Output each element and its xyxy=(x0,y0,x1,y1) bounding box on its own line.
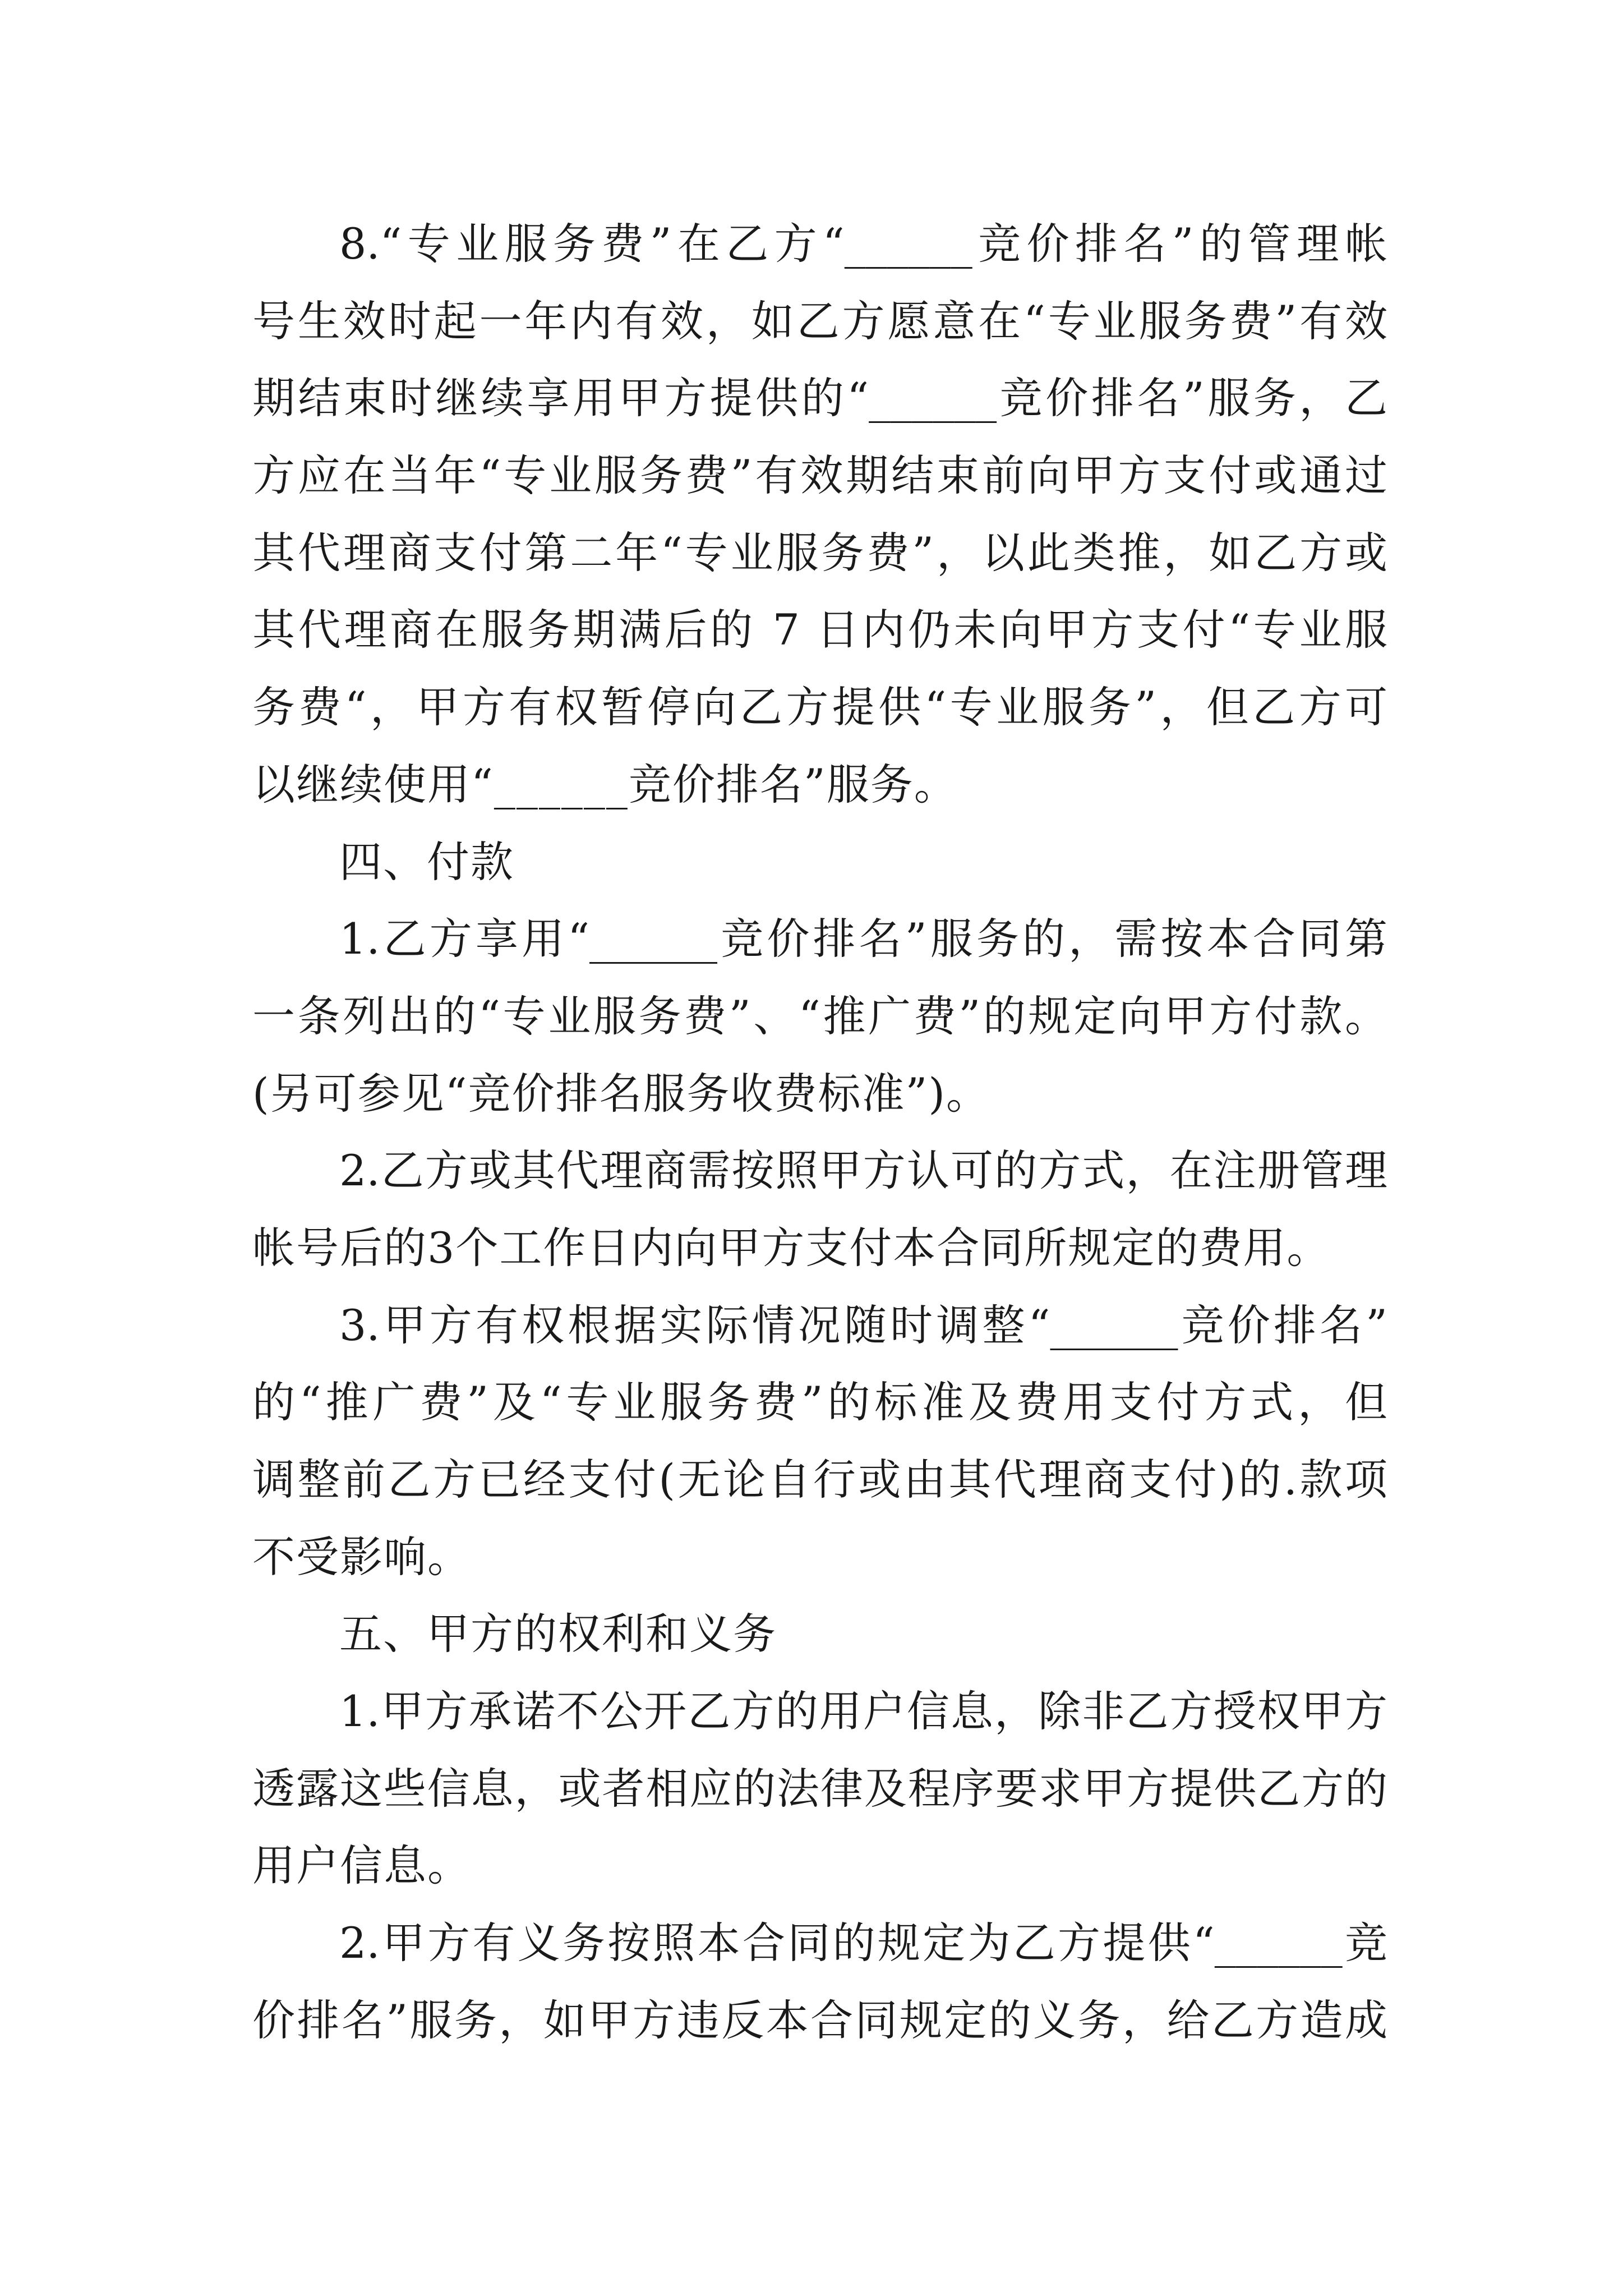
payment-item-2-line: 帐号后的3个工作日内向甲方支付本合同所规定的费用。 xyxy=(252,1222,1331,1273)
section-4 xyxy=(252,823,1387,1596)
party-a-rights-item-2-line: 2.甲方有义务按照本合同的规定为乙方提供“______竞 xyxy=(339,1918,1387,1968)
clause-8-line: 其代理商支付第二年“专业服务费”，以此类推，如乙方或 xyxy=(252,527,1387,578)
payment-item-3-line: 3.甲方有权根据实际情况随时调整“______竞价排名” xyxy=(339,1300,1387,1350)
payment-item-3-line: 调整前乙方已经支付(无论自行或由其代理商支付)的.款项 xyxy=(252,1455,1387,1504)
clause-8-paragraph xyxy=(252,205,1387,823)
payment-item-2-line: 2.乙方或其代理商需按照甲方认可的方式，在注册管理 xyxy=(339,1145,1387,1196)
party-a-rights-item-1-line: 1.甲方承诺不公开乙方的用户信息，除非乙方授权甲方 xyxy=(339,1686,1387,1737)
clause-8-line: 其代理商在服务期满后的 7 日内仍未向甲方支付“专业服 xyxy=(252,605,1387,655)
document-page xyxy=(252,205,1387,2059)
payment-item-3-line: 不受影响。 xyxy=(252,1531,471,1582)
party-a-rights-item-2-line: 价排名”服务，如甲方违反本合同规定的义务，给乙方造成 xyxy=(252,1995,1387,2045)
payment-item-1-line: (另可参见“竞价排名服务收费标准”)。 xyxy=(252,1068,990,1119)
clause-8-line: 8.“专业服务费”在乙方“______竞价排名”的管理帐 xyxy=(339,219,1387,269)
section-4-heading: 四、付款 xyxy=(339,836,514,887)
payment-item-1-line: 1.乙方享用“______竞价排名”服务的，需按本合同第 xyxy=(339,914,1387,964)
payment-item-1-line: 一条列出的“专业服务费”、“推广费”的规定向甲方付款。 xyxy=(252,991,1387,1041)
section-5 xyxy=(252,1595,1387,2059)
payment-item-2 xyxy=(252,1132,1387,1286)
clause-8-line: 务费“，甲方有权暂停向乙方提供“专业服务”，但乙方可 xyxy=(252,682,1387,733)
clause-8-line: 方应在当年“专业服务费”有效期结束前向甲方支付或通过 xyxy=(252,450,1387,501)
clause-8-line: 以继续使用“______竞价排名”服务。 xyxy=(252,759,958,809)
section-5-heading: 五、甲方的权利和义务 xyxy=(339,1609,777,1659)
clause-8-line: 期结束时继续享用甲方提供的“______竞价排名”服务，乙 xyxy=(252,373,1387,424)
party-a-rights-item-1-line: 透露这些信息，或者相应的法律及程序要求甲方提供乙方的 xyxy=(252,1763,1387,1814)
payment-item-1 xyxy=(252,900,1387,1132)
party-a-rights-item-1 xyxy=(252,1673,1387,1904)
clause-8-line: 号生效时起一年内有效，如乙方愿意在“专业服务费”有效 xyxy=(252,296,1387,346)
party-a-rights-item-1-line: 用户信息。 xyxy=(252,1841,471,1891)
payment-item-3-line: 的“推广费”及“专业服务费”的标准及费用支付方式，但 xyxy=(252,1377,1387,1428)
party-a-rights-item-2 xyxy=(252,1904,1387,2059)
payment-item-3 xyxy=(252,1287,1387,1596)
